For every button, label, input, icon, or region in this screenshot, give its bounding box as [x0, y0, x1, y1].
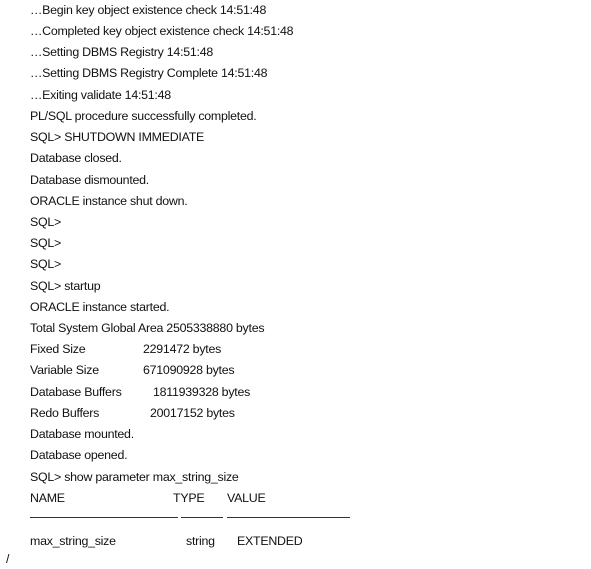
sql-command-line: SQL> startup	[30, 279, 101, 293]
memory-label: Fixed Size	[30, 342, 86, 356]
output-line: …Exiting validate 14:51:48	[30, 88, 171, 102]
column-separator	[30, 517, 178, 518]
sql-command-line: SQL> show parameter max_string_size	[30, 470, 239, 484]
memory-label: Redo Buffers	[30, 406, 100, 420]
sql-prompt-line: SQL>	[30, 236, 62, 250]
output-line: Database opened.	[30, 448, 128, 462]
output-line: …Begin key object existence check 14:51:48	[30, 3, 267, 17]
output-line: …Setting DBMS Registry Complete 14:51:48	[30, 66, 268, 80]
column-separator	[227, 517, 350, 518]
sql-command-line: SQL> SHUTDOWN IMMEDIATE	[30, 130, 205, 144]
output-line: …Setting DBMS Registry 14:51:48	[30, 45, 214, 59]
output-line: …Completed key object existence check 14:51:48	[30, 24, 294, 38]
sql-prompt-line: SQL>	[30, 215, 62, 229]
sql-prompt-line: SQL>	[30, 257, 62, 271]
parameter-type-cell: string	[186, 534, 215, 548]
parameter-name-cell: max_string_size	[30, 534, 116, 548]
memory-value: 1811939328 bytes	[153, 385, 251, 399]
output-line: ORACLE instance started.	[30, 300, 170, 314]
prompt-slash: /	[6, 552, 10, 566]
output-line: PL/SQL procedure successfully completed.	[30, 109, 257, 123]
memory-label: Variable Size	[30, 363, 99, 377]
column-separator	[181, 517, 223, 518]
parameter-value-cell: EXTENDED	[237, 534, 303, 548]
memory-label: Database Buffers	[30, 385, 122, 399]
output-line: Database mounted.	[30, 427, 134, 441]
output-line: Database dismounted.	[30, 173, 149, 187]
output-line: Total System Global Area 2505338880 bytes	[30, 321, 265, 335]
column-header-value: VALUE	[227, 491, 266, 505]
memory-value: 2291472 bytes	[143, 342, 222, 356]
column-header-type: TYPE	[173, 491, 205, 505]
output-line: Database closed.	[30, 151, 122, 165]
output-line: ORACLE instance shut down.	[30, 194, 188, 208]
memory-value: 20017152 bytes	[150, 406, 235, 420]
column-header-name: NAME	[30, 491, 65, 505]
memory-value: 671090928 bytes	[143, 363, 235, 377]
